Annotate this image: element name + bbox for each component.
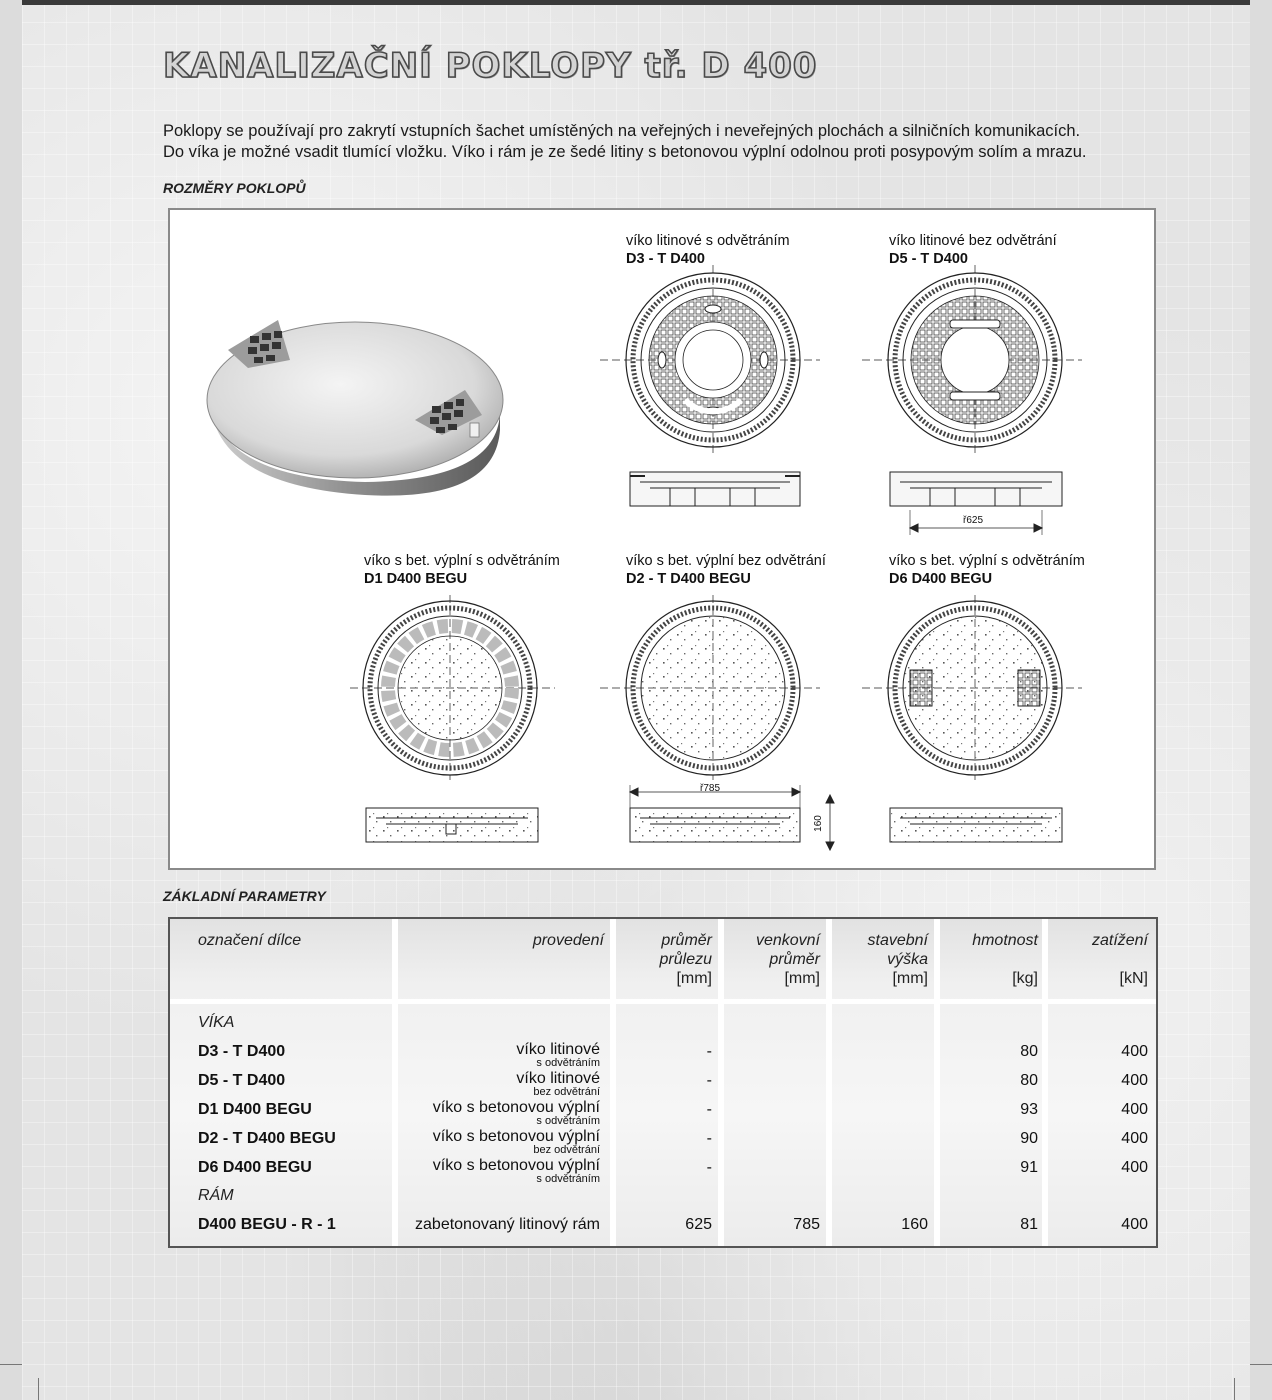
- cell-provedeni: [516, 1041, 600, 1068]
- header-prumer-prulezu: [660, 931, 712, 988]
- cell-provedeni-main: víko litinové: [516, 1070, 600, 1087]
- drawing-caption: víko litinové s odvětráním: [626, 233, 790, 249]
- cell-code: D2 - T D400 BEGU: [198, 1130, 336, 1147]
- cell-zatizeni: 400: [1121, 1072, 1148, 1089]
- drawing-label-d3: [626, 232, 790, 268]
- cell-provedeni: [433, 1157, 600, 1184]
- cell-provedeni-sub: s odvětráním: [536, 1115, 600, 1127]
- drawing-d2-section: [630, 785, 834, 850]
- drawings-panel: [168, 208, 1156, 870]
- right-margin: [1250, 0, 1272, 1400]
- header-unit: [mm]: [784, 970, 820, 987]
- column-divider: [718, 919, 724, 1246]
- dimension-outer-diameter: ř785: [700, 783, 721, 794]
- drawing-d5-plan: [862, 265, 1082, 455]
- header-line: zatížení: [1091, 932, 1148, 949]
- drawing-d3-plan: [600, 265, 820, 455]
- drawing-d2-plan: [600, 595, 820, 780]
- drawing-caption: víko s bet. výplní s odvětráním: [364, 553, 560, 569]
- drawing-label-d1: [364, 552, 560, 588]
- cell-prulez: -: [706, 1043, 712, 1060]
- drawing-label-d6: [889, 552, 1085, 588]
- drawing-caption: víko s bet. výplní bez odvětrání: [626, 553, 826, 569]
- cell-hmotnost: 80: [1020, 1072, 1038, 1089]
- cell-provedeni: [433, 1128, 600, 1155]
- intro-line: Do víka je možné vsadit tlumící vložku. Víko i rám je ze šedé litiny s betonovou výplní odolnou proti posypovým solím a mrazu.: [163, 143, 1087, 161]
- crop-mark: [1234, 1378, 1235, 1400]
- header-code: označení dílce: [198, 932, 302, 949]
- drawing-label-d2: [626, 552, 826, 588]
- drawing-d6-plan: [862, 595, 1082, 780]
- drawing-code: D5 - T D400: [889, 251, 968, 267]
- cell-provedeni: [433, 1099, 600, 1126]
- cell-provedeni: [516, 1070, 600, 1097]
- cell-hmotnost: 90: [1020, 1130, 1038, 1147]
- cell-code: D400 BEGU - R - 1: [198, 1216, 336, 1233]
- drawing-code: D2 - T D400 BEGU: [626, 571, 751, 587]
- header-hmotnost: [972, 931, 1038, 988]
- page-title: KANALIZAČNÍ POKLOPY tř. D 400: [163, 46, 818, 86]
- crop-mark: [38, 1378, 39, 1400]
- cell-hmotnost: 81: [1020, 1216, 1038, 1233]
- section-heading-dimensions: ROZMĚRY POKLOPŮ: [163, 180, 306, 196]
- header-line: stavební: [867, 932, 928, 949]
- cell-code: D1 D400 BEGU: [198, 1101, 312, 1118]
- cell-hmotnost: 91: [1020, 1159, 1038, 1176]
- drawing-code: D6 D400 BEGU: [889, 571, 993, 587]
- header-stavebni-vyska: [868, 931, 928, 988]
- drawing-caption: víko s bet. výplní s odvětráním: [889, 553, 1085, 569]
- drawing-d1-section: [366, 808, 538, 842]
- header-venkovni-prumer: [756, 931, 820, 988]
- cell-provedeni-main: víko s betonovou výplní: [432, 1157, 600, 1174]
- dimension-height: 160: [812, 815, 824, 832]
- header-unit: [kN]: [1119, 970, 1148, 987]
- cell-prulez: 625: [685, 1216, 712, 1233]
- column-divider: [1042, 919, 1048, 1246]
- cell-provedeni-sub: s odvětráním: [536, 1173, 600, 1185]
- cell-zatizeni: 400: [1121, 1159, 1148, 1176]
- cell-hmotnost: 80: [1020, 1043, 1038, 1060]
- header-divider: [170, 999, 1156, 1004]
- column-divider: [826, 919, 832, 1246]
- cell-code: D5 - T D400: [198, 1072, 286, 1089]
- crop-mark: [1250, 1364, 1272, 1365]
- cell-vyska: 160: [901, 1216, 928, 1233]
- cell-code: D3 - T D400: [198, 1043, 286, 1060]
- cell-provedeni-main: zabetonovaný litinový rám: [415, 1216, 600, 1233]
- cell-provedeni-main: víko s betonovou výplní: [432, 1099, 600, 1116]
- group-label-vika: VÍKA: [198, 1014, 235, 1031]
- cell-zatizeni: 400: [1121, 1216, 1148, 1233]
- top-rule: [22, 0, 1250, 5]
- column-divider: [934, 919, 940, 1246]
- column-divider: [392, 919, 398, 1246]
- header-unit: [mm]: [892, 970, 928, 987]
- cell-zatizeni: 400: [1121, 1130, 1148, 1147]
- header-line: průlezu: [659, 951, 712, 968]
- header-line: průměr: [661, 932, 712, 949]
- drawing-d1-plan: [350, 595, 555, 780]
- header-unit: [mm]: [676, 970, 712, 987]
- drawing-caption: víko litinové bez odvětrání: [889, 233, 1057, 249]
- crop-mark: [0, 1364, 22, 1365]
- drawing-d3-section: [630, 472, 800, 506]
- header-line: výška: [887, 951, 928, 968]
- header-line: průměr: [769, 951, 820, 968]
- technical-drawings: [170, 210, 1154, 868]
- intro-text: [163, 121, 1203, 163]
- cell-hmotnost: 93: [1020, 1101, 1038, 1118]
- drawing-d6-section: [890, 808, 1062, 842]
- drawing-code: D3 - T D400: [626, 251, 705, 267]
- cell-zatizeni: 400: [1121, 1043, 1148, 1060]
- cell-prulez: -: [706, 1101, 712, 1118]
- group-label-ram: RÁM: [198, 1187, 234, 1204]
- left-margin: [0, 0, 22, 1400]
- lid-3d-render: [207, 320, 503, 496]
- header-zatizeni: [1092, 931, 1148, 988]
- cell-provedeni-main: víko s betonovou výplní: [432, 1128, 600, 1145]
- header-unit: [kg]: [1012, 970, 1038, 987]
- cell-prulez: -: [706, 1130, 712, 1147]
- column-divider: [610, 919, 616, 1246]
- cell-provedeni-sub: bez odvětrání: [533, 1144, 600, 1156]
- cell-venkovni: 785: [793, 1216, 820, 1233]
- cell-prulez: -: [706, 1159, 712, 1176]
- cell-provedeni-main: víko litinové: [516, 1041, 600, 1058]
- header-line: venkovní: [755, 932, 820, 949]
- cell-zatizeni: 400: [1121, 1101, 1148, 1118]
- drawing-code: D1 D400 BEGU: [364, 571, 468, 587]
- header-line: hmotnost: [972, 932, 1038, 949]
- cell-provedeni: [415, 1216, 600, 1233]
- cell-prulez: -: [706, 1072, 712, 1089]
- intro-line: Poklopy se používají pro zakrytí vstupních šachet umístěných na veřejných i neveřejných plochách a silničních komunikacích.: [163, 122, 1081, 140]
- cell-provedeni-sub: s odvětráním: [536, 1057, 600, 1069]
- dimension-inner-diameter: ř625: [963, 515, 984, 526]
- header-provedeni: provedení: [532, 932, 604, 949]
- parameters-table: [168, 917, 1158, 1248]
- cell-code: D6 D400 BEGU: [198, 1159, 312, 1176]
- cell-provedeni-sub: bez odvětrání: [533, 1086, 600, 1098]
- drawing-label-d5: [889, 232, 1057, 268]
- section-heading-params: ZÁKLADNÍ PARAMETRY: [163, 888, 326, 904]
